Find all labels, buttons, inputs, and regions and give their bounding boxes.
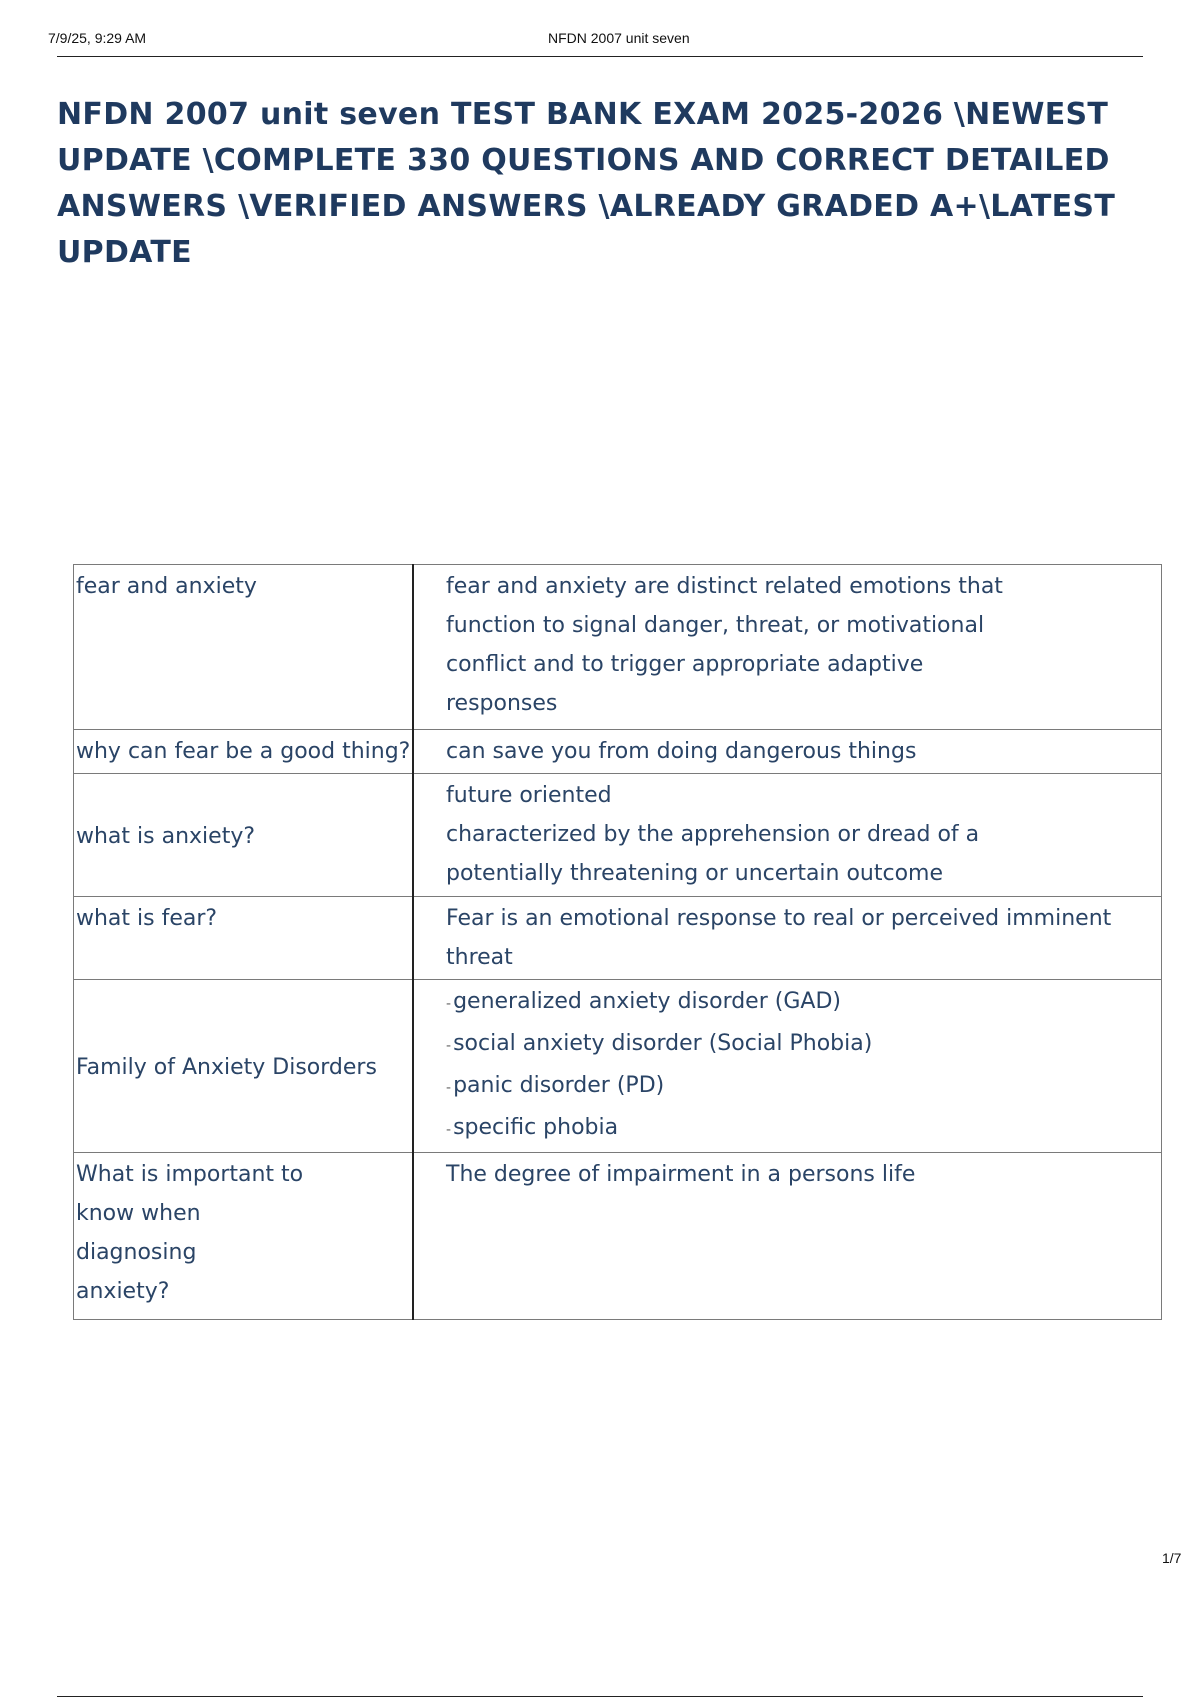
definition-cell	[413, 1153, 1162, 1320]
definition-line: social anxiety disorder (Social Phobia)	[453, 1031, 873, 1056]
definition-line: specific phobia	[453, 1115, 619, 1140]
header-divider	[57, 56, 1143, 57]
definition-cell	[413, 565, 1162, 730]
document-title	[57, 92, 1187, 276]
definition-cell	[413, 730, 1162, 774]
term-cell: what is anxiety?	[74, 774, 414, 897]
document-title-rest: TEST BANK EXAM 2025-2026 \NEWEST UPDATE \COMPLETE 330 QUESTIONS AND CORRECT DETAILED ANSWERS \VERIFIED ANSWERS \ALREADY GRADED A+\LATEST UPDATE	[57, 97, 1116, 270]
definition-line: can save you from doing dangerous things	[446, 739, 917, 764]
page-number: 1/7	[1162, 1550, 1182, 1566]
table-row	[74, 1153, 1162, 1320]
bullet-marker: -	[446, 1080, 452, 1096]
definition-line: characterized by the apprehension or dread of a	[446, 822, 980, 847]
term-cell: why can fear be a good thing?	[74, 730, 414, 774]
term-line: What is important to	[76, 1162, 304, 1187]
definition-bullet-item	[446, 1108, 1151, 1150]
term-cell	[74, 1153, 414, 1320]
definition-line: fear and anxiety are distinct related emotions that	[446, 574, 1003, 599]
bullet-marker: -	[446, 1122, 452, 1138]
term-line: know when	[76, 1201, 201, 1226]
qa-table	[73, 564, 1162, 1320]
definition-line: panic disorder (PD)	[453, 1073, 665, 1098]
definition-line: Fear is an emotional response to real or perceived imminent	[446, 906, 1112, 931]
table-row	[74, 980, 1162, 1153]
bullet-marker: -	[446, 996, 452, 1012]
definition-line: responses	[446, 691, 558, 716]
definition-line: future oriented	[446, 783, 612, 808]
term-cell: fear and anxiety	[74, 565, 414, 730]
print-page-title: NFDN 2007 unit seven	[548, 30, 690, 46]
definition-line: function to signal danger, threat, or motivational	[446, 613, 985, 638]
term-line: anxiety?	[76, 1279, 170, 1304]
document-title-lead: NFDN 2007 unit seven	[57, 97, 441, 132]
term-line: diagnosing	[76, 1240, 197, 1265]
print-datetime: 7/9/25, 9:29 AM	[48, 30, 147, 46]
definition-line: conflict and to trigger appropriate adaptive	[446, 652, 924, 677]
term-cell: Family of Anxiety Disorders	[74, 980, 414, 1153]
definition-line: The degree of impairment in a persons life	[446, 1162, 916, 1187]
definition-line: threat	[446, 945, 513, 970]
table-row	[74, 774, 1162, 897]
term-cell: what is fear?	[74, 897, 414, 980]
table-row	[74, 897, 1162, 980]
definition-cell	[413, 980, 1162, 1153]
print-header	[0, 0, 1200, 60]
definition-cell	[413, 897, 1162, 980]
footer-divider	[57, 1696, 1143, 1697]
definition-line: potentially threatening or uncertain outcome	[446, 861, 944, 886]
definition-bullet-item	[446, 1024, 1151, 1066]
definition-cell	[413, 774, 1162, 897]
table-row	[74, 730, 1162, 774]
definition-bullet-item	[446, 1066, 1151, 1108]
bullet-marker: -	[446, 1038, 452, 1054]
definition-line: generalized anxiety disorder (GAD)	[453, 989, 841, 1014]
table-row	[74, 565, 1162, 730]
definition-bullet-item	[446, 982, 1151, 1024]
